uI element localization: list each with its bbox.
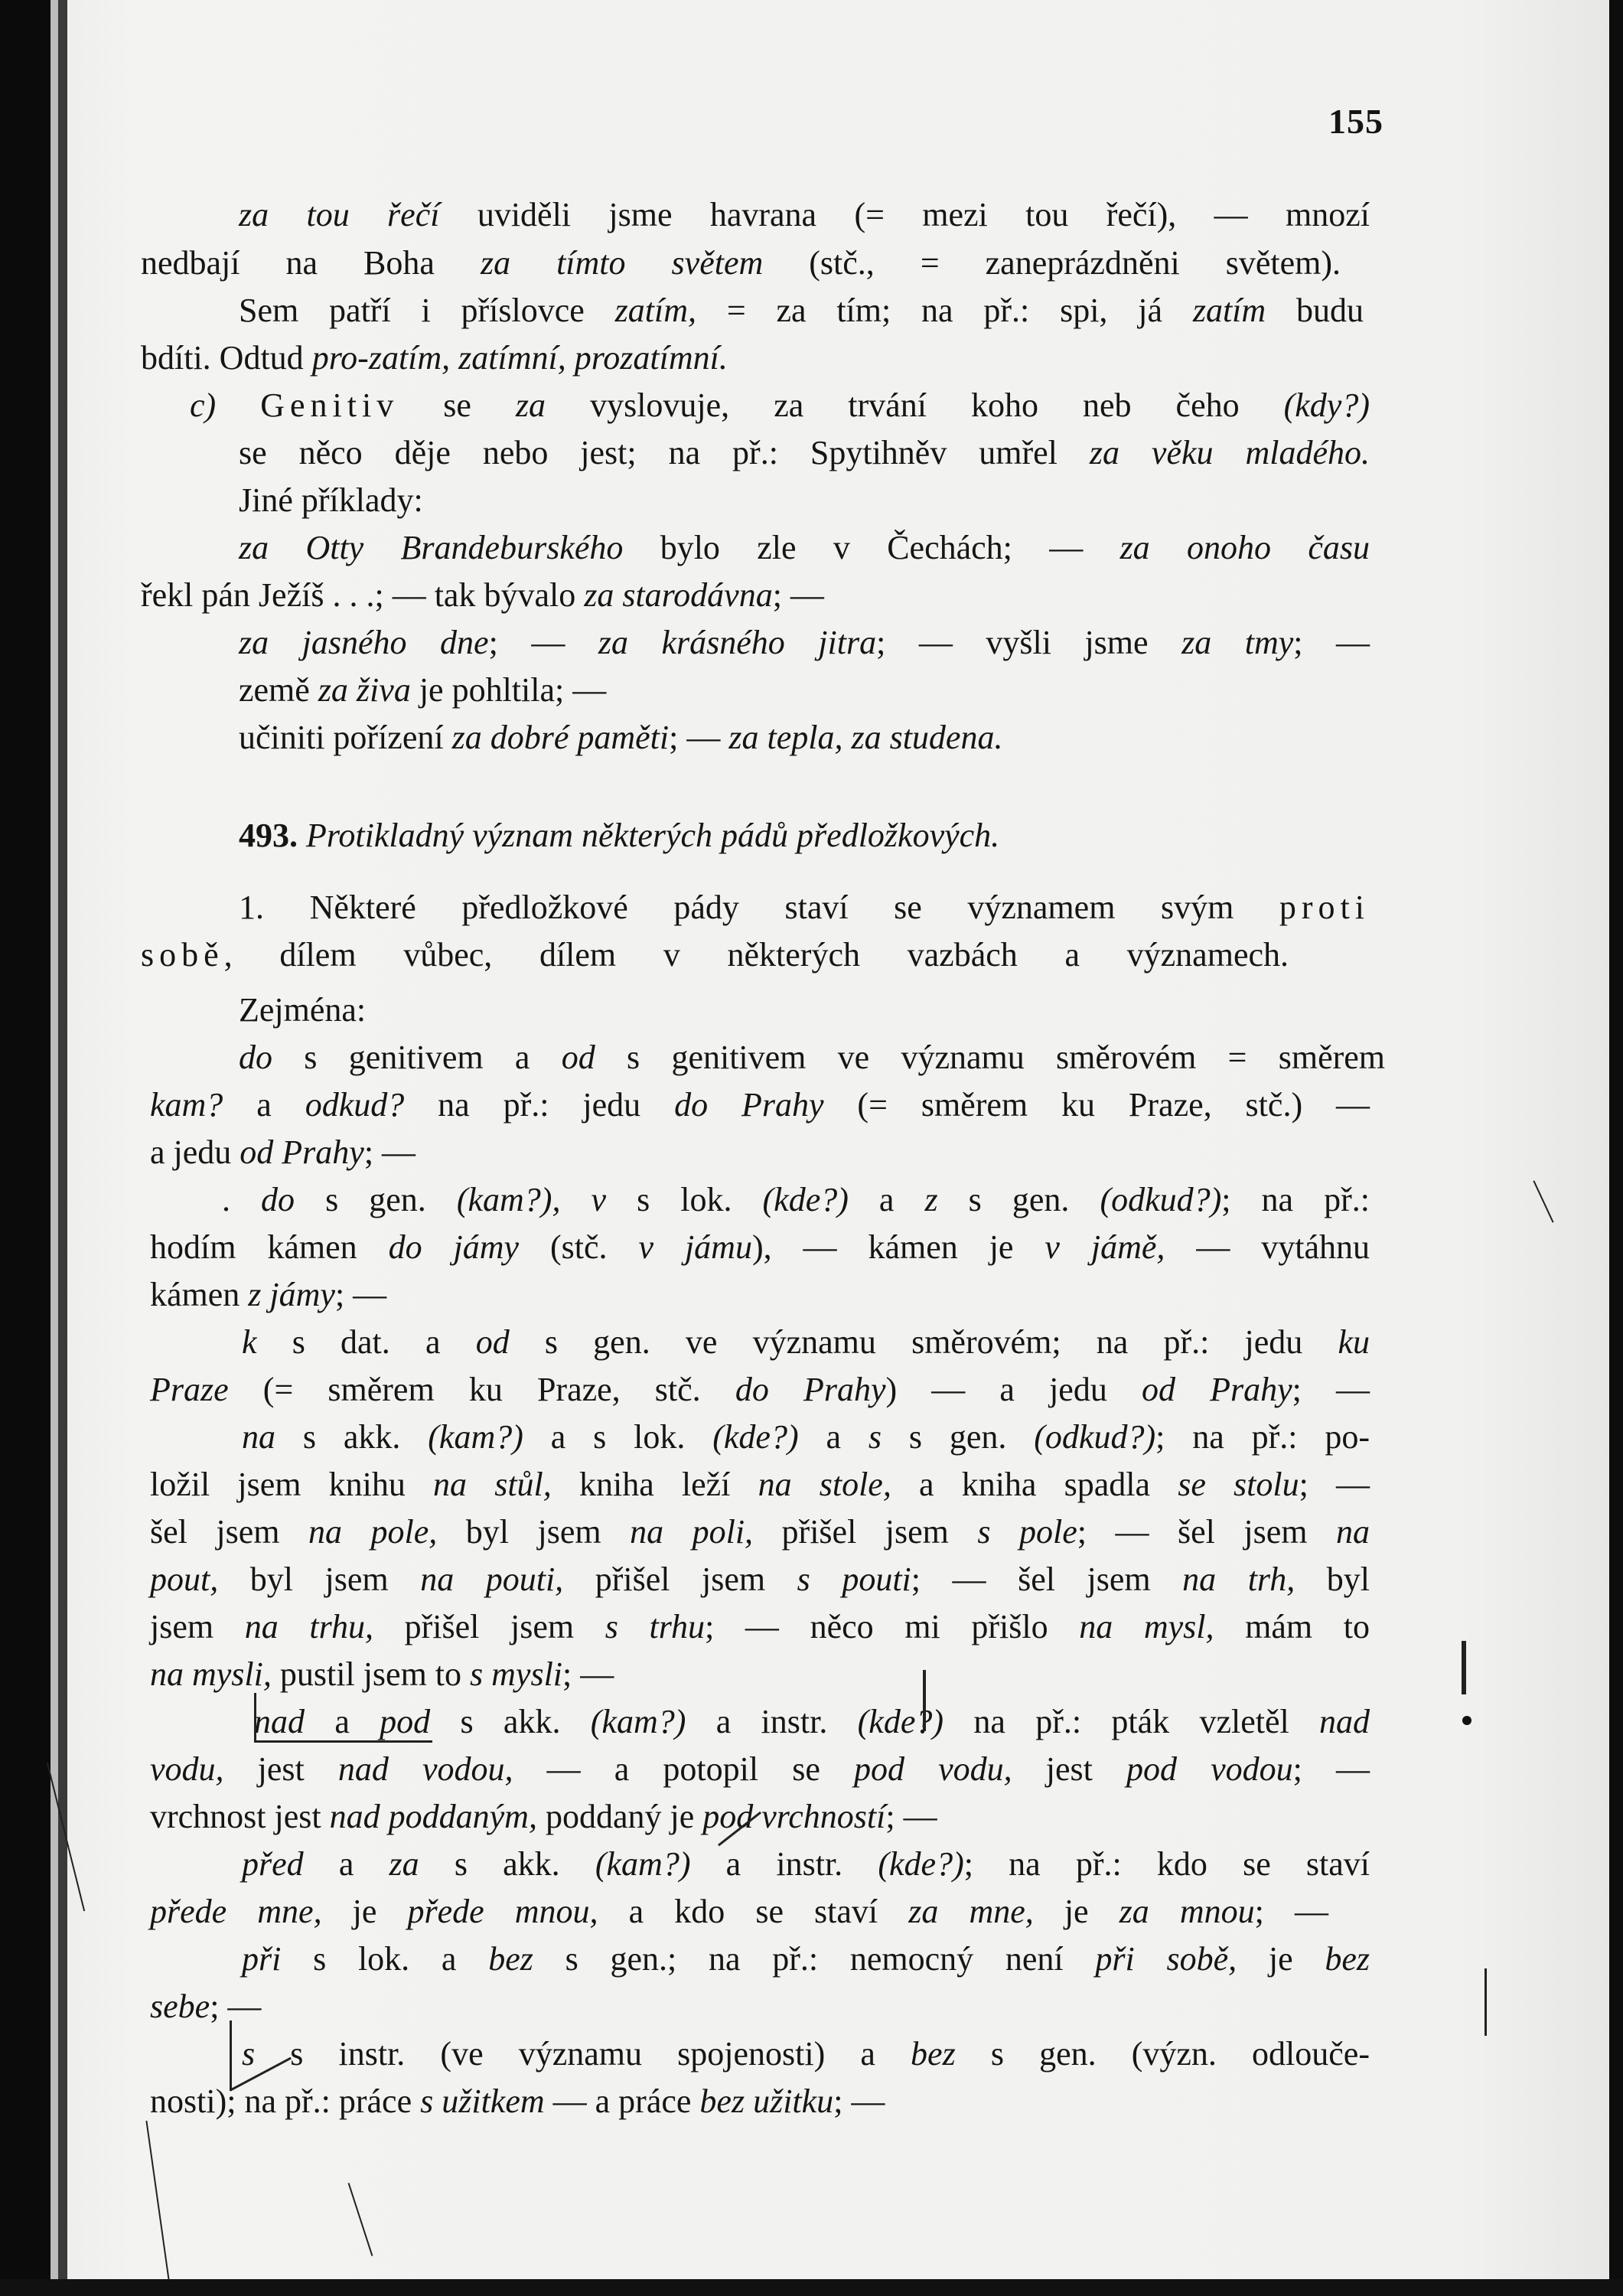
body-line: nad a pod s akk. (kam?) a instr. (kde?) na př.: pták vzletěl nad — [254, 1703, 1370, 1740]
section-heading: 493. Protikladný význam některých pádů předložkových. — [239, 817, 1000, 854]
margin-exclamation-dot — [1462, 1716, 1471, 1725]
body-line: pout, byl jsem na pouti, přišel jsem s pouti; — šel jsem na trh, byl — [150, 1561, 1370, 1598]
example-line: země za živa je pohltila; — — [239, 671, 607, 709]
body-line: Zejména: — [239, 991, 367, 1029]
body-line: . do s gen. (kam?), v s lok. (kde?) a z s gen. (odkud?); na př.: — [222, 1181, 1370, 1218]
body-line: jsem na trhu, přišel jsem s trhu; — něco mi přišlo na mysl, mám to — [150, 1608, 1370, 1645]
body-line: Praze (= směrem ku Praze, stč. do Prahy) — a jedu od Prahy; — — [150, 1371, 1370, 1408]
body-line: vodu, jest nad vodou, — a potopil se pod vodu, jest pod vodou; — — [150, 1750, 1370, 1788]
body-line: vrchnost jest nad poddaným, poddaný je pod vrchností; — — [150, 1798, 937, 1835]
body-line: s s instr. (ve významu spojenosti) a bez s gen. (význ. odloučе- — [242, 2035, 1370, 2073]
pencil-stroke — [1533, 1180, 1553, 1222]
body-line: kámen z jámy; — — [150, 1276, 387, 1313]
margin-exclamation-mark — [1462, 1641, 1466, 1694]
body-line: při s lok. a bez s gen.; na př.: nemocný není při sobě, je bez — [242, 1940, 1370, 1978]
example-line: za Otty Brandeburského bylo zle v Čechách; — za onoho času — [239, 529, 1370, 566]
body-line: kam? a odkud? na př.: jedu do Prahy (= směrem ku Praze, stč.) — — [150, 1086, 1370, 1124]
page-number: 155 — [1328, 102, 1383, 141]
body-line: šel jsem na pole, byl jsem na poli, přišel jsem s pole; — šel jsem na — [150, 1513, 1370, 1551]
body-line: nedbají na Boha za tímto světem (stč., = zaneprázdněni světem). — [141, 244, 1341, 282]
binding-shadow — [0, 0, 51, 2296]
example-line: učiniti pořízení za dobré paměti; — za tepla, za studena. — [239, 719, 1003, 756]
pencil-stroke — [145, 2121, 169, 2280]
body-line: na mysli, pustil jsem to s mysli; — — [150, 1655, 614, 1693]
body-line: nosti); na př.: práce s užitkem — a práce bez užitku; — — [150, 2082, 885, 2120]
margin-pencil-line — [1484, 1968, 1487, 2036]
body-line: na s akk. (kam?) a s lok. (kde?) a s s gen. (odkud?); na př.: po- — [242, 1418, 1370, 1456]
body-line: před a za s akk. (kam?) a instr. (kde?); na př.: kdo se staví — [242, 1845, 1370, 1883]
pencil-bracket-mark — [915, 1670, 926, 1731]
example-line: za jasného dne; — za krásného jitra; — vyšli jsme za tmy; — — [239, 624, 1370, 661]
body-line: sebe; — — [150, 1988, 262, 2025]
body-line: ložil jsem knihu na stůl, kniha leží na stole, a kniha spadla se stolu; — — [150, 1466, 1370, 1503]
subsection-c-line: c) Genitiv se za vyslovuje, za trvání koho neb čeho (kdy?) — [190, 386, 1370, 424]
pencil-bracket-mark — [230, 2020, 232, 2091]
scan-border-bottom — [0, 2279, 1623, 2296]
body-line: hodím kámen do jámy (stč. v jámu), — kámen je v jámě, — vytáhnu — [150, 1228, 1370, 1266]
page-gutter — [51, 0, 58, 2296]
pencil-bracket-mark — [254, 1693, 432, 1743]
scan-border-right — [1609, 0, 1623, 2296]
pencil-stroke — [348, 2183, 373, 2256]
body-line: se něco děje nebo jest; na př.: Spytihněv umřel za věku mladého. — [239, 434, 1370, 471]
body-line: k s dat. a od s gen. ve významu směrovém; na př.: jedu ku — [242, 1323, 1370, 1361]
body-line: 1. Některé předložkové pády staví se významem svým proti — [239, 889, 1370, 926]
example-line: řekl pán Ježíš . . .; — tak bývalo za starodávna; — — [141, 576, 824, 614]
body-line: Sem patří i příslovce zatím, = za tím; na př.: spi, já zatím budu — [239, 292, 1364, 329]
body-line: přede mne, je přede mnou, a kdo se staví za mne, je za mnou; — — [150, 1893, 1328, 1930]
body-line: Jiné příklady: — [239, 481, 423, 519]
body-line: sobě, dílem vůbec, dílem v některých vazbách a významech. — [141, 936, 1289, 974]
gutter-line — [58, 0, 67, 2296]
body-line: za tou řečí uviděli jsme havrana (= mezi tou řečí), — mnozí — [239, 196, 1370, 233]
body-line: bdíti. Odtud pro-zatím, zatímní, prozatímní. — [141, 339, 728, 377]
body-line: a jedu od Prahy; — — [150, 1133, 416, 1171]
body-line: do s genitivem a od s genitivem ve významu směrovém = směrem — [239, 1039, 1386, 1076]
